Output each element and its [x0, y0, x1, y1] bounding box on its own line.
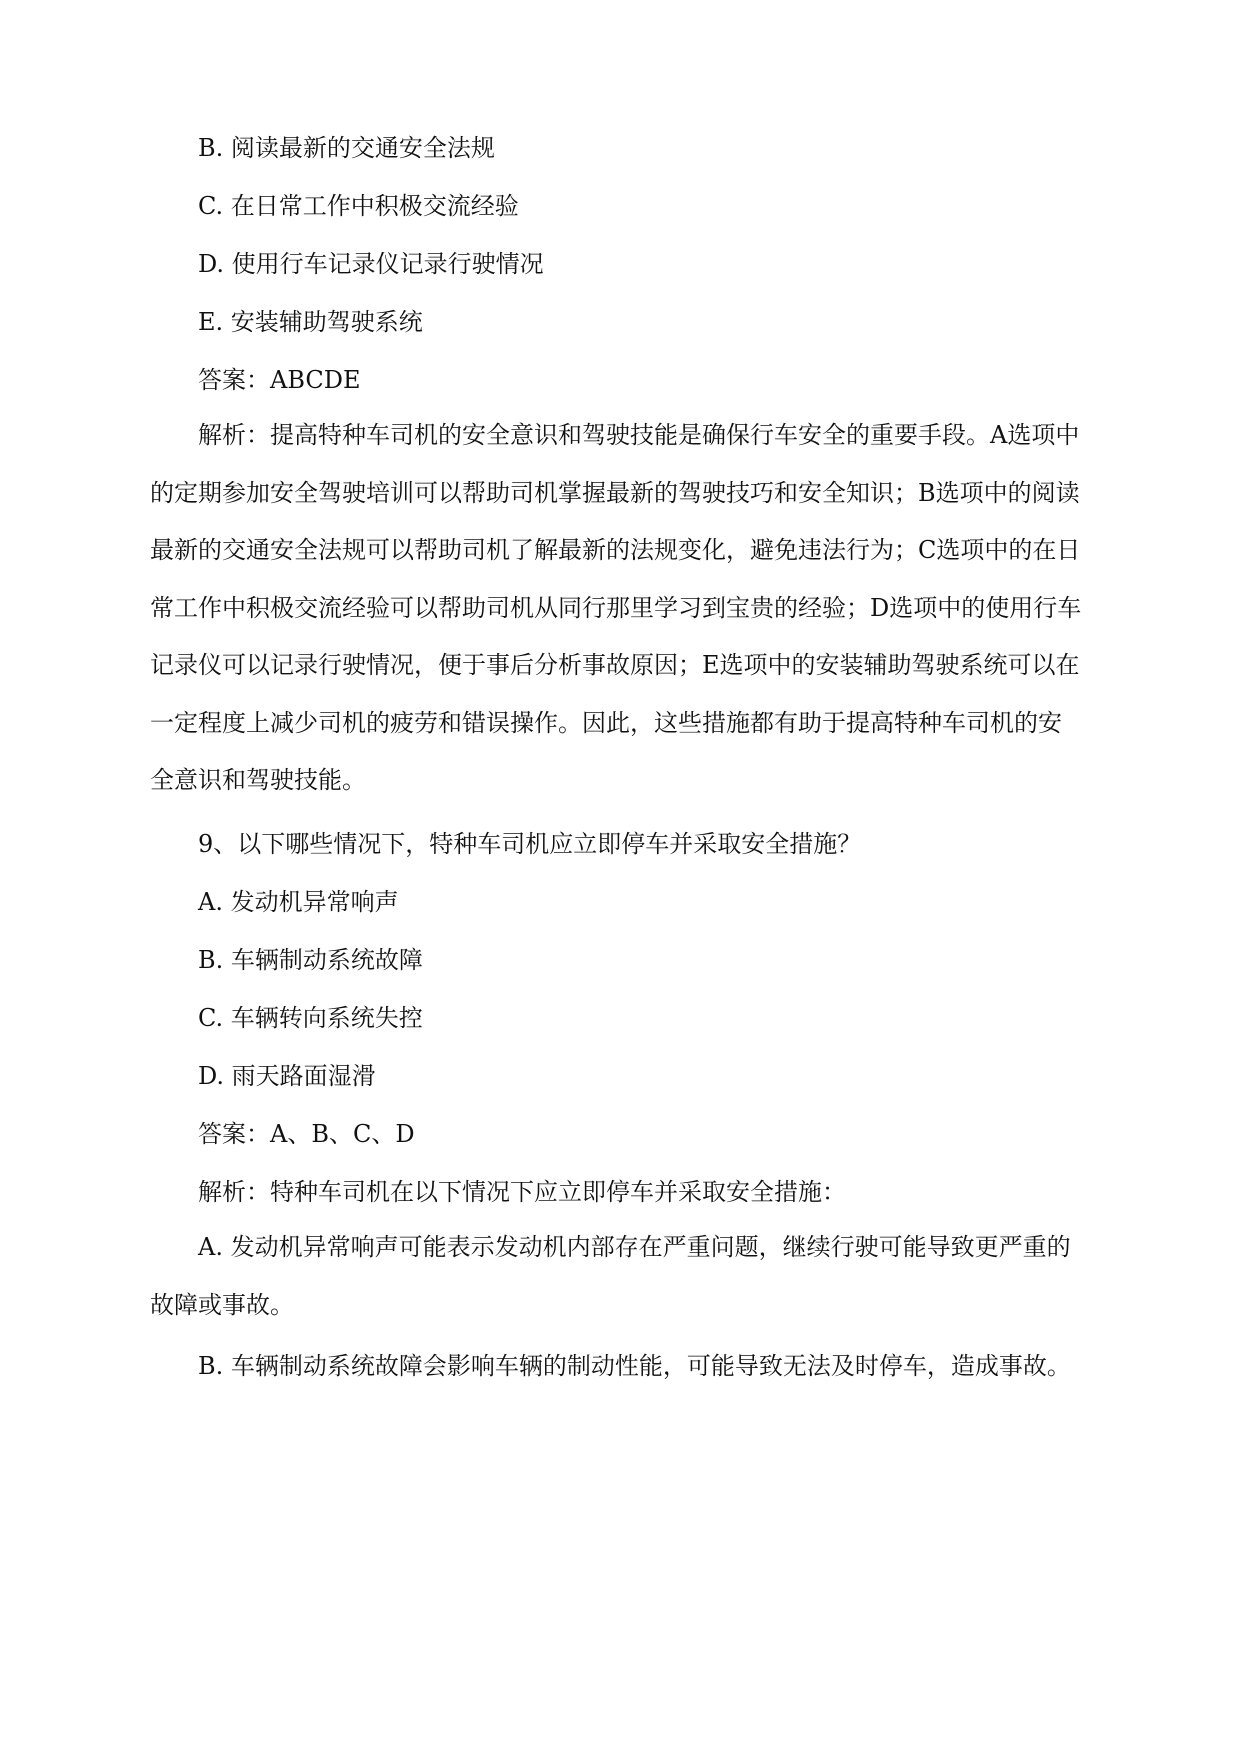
option-9-a: A. 发动机异常响声	[198, 888, 399, 916]
option-8-b: B. 阅读最新的交通安全法规	[198, 134, 495, 162]
question-9: 9、以下哪些情况下，特种车司机应立即停车并采取安全措施？	[198, 830, 862, 858]
analysis-9-a: A. 发动机异常响声可能表示发动机内部存在严重问题，继续行驶可能导致更严重的故障或事故。	[150, 1233, 1071, 1319]
option-9-b: B. 车辆制动系统故障	[198, 946, 423, 974]
option-8-e: E. 安装辅助驾驶系统	[198, 308, 423, 336]
answer-8: 答案：ABCDE	[198, 366, 361, 394]
analysis-8: 解析：提高特种车司机的安全意识和驾驶技能是确保行车安全的重要手段。A选项中的定期参加安全驾驶培训可以帮助司机掌握最新的驾驶技巧和安全知识；B选项中的阅读最新的交通安全法规可以帮助司机了解最新的法规变化，避免违法行为；C选项中的在日常工作中积极交流经验可以帮助司机从同行那里学习到宝贵的经验；D选项中的使用行车记录仪可以记录行驶情况，便于事后分析事故原因；E选项中的安装辅助驾驶系统可以在一定程度上减少司机的疲劳和错误操作。因此，这些措施都有助于提高特种车司机的安全意识和驾驶技能。	[150, 421, 1082, 794]
option-8-c: C. 在日常工作中积极交流经验	[198, 192, 519, 220]
analysis-9-b: B. 车辆制动系统故障会影响车辆的制动性能，可能导致无法及时停车，造成事故。	[198, 1352, 1071, 1380]
document-page	[150, 0, 1085, 1754]
option-9-c: C. 车辆转向系统失控	[198, 1004, 423, 1032]
answer-9: 答案：A、B、C、D	[198, 1120, 415, 1148]
analysis-9-intro: 解析：特种车司机在以下情况下应立即停车并采取安全措施：	[198, 1178, 846, 1206]
option-8-d: D. 使用行车记录仪记录行驶情况	[198, 250, 544, 278]
option-9-d: D. 雨天路面湿滑	[198, 1062, 376, 1090]
